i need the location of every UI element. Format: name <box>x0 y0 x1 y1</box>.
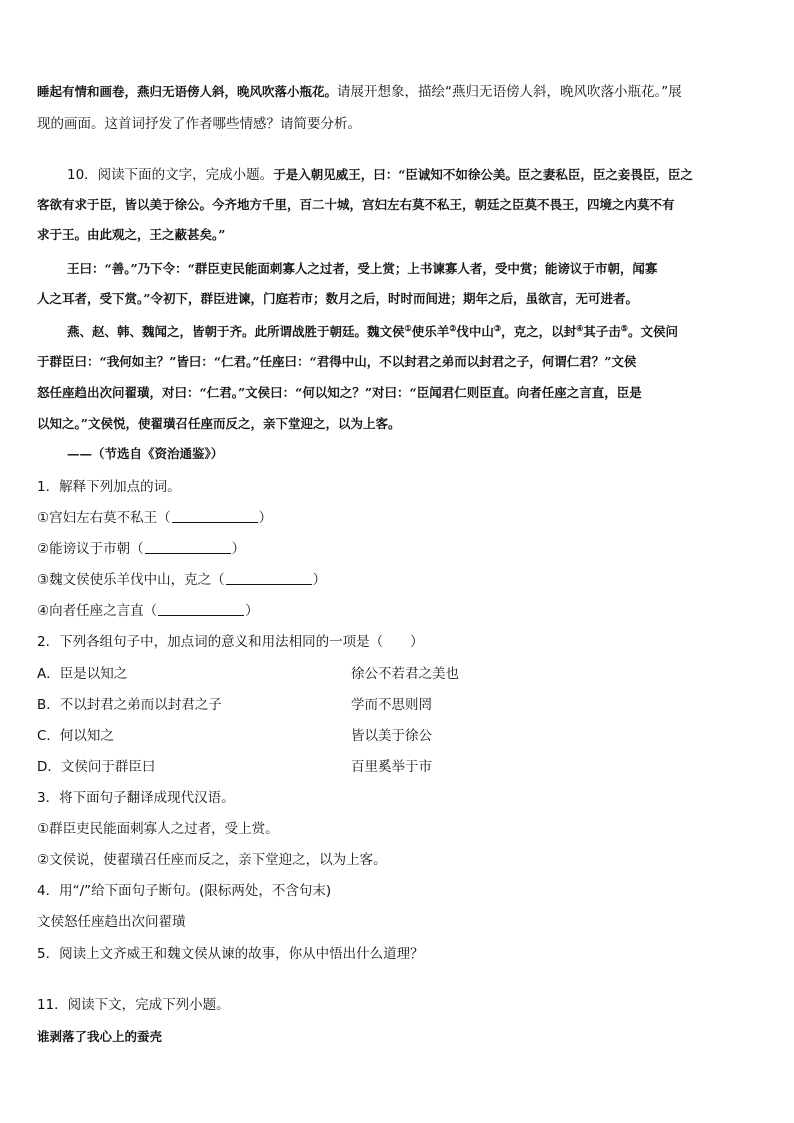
passage-source: ——（节选自《资治通鉴》） <box>67 446 224 461</box>
q2-option-b[interactable] <box>37 695 757 715</box>
q1-item-close: ） <box>312 572 327 588</box>
q1-item-4 <box>37 601 259 621</box>
q2-option-c[interactable] <box>37 726 757 746</box>
q11-passage-title: 谁剥落了我心上的蚕壳 <box>37 1029 163 1044</box>
passage-text: 。文侯问 <box>627 324 678 339</box>
q1-item-close: ） <box>258 510 273 526</box>
passage-text: ，克之，以封 <box>501 324 577 339</box>
option-left-text: B．不以封君之弟而以封君之子 <box>37 697 222 713</box>
intro-quote-bold: 睡起有情和画卷，燕归无语傍人斜，晚风吹落小瓶花。 <box>37 84 338 99</box>
footnote-marker: ③ <box>493 322 502 333</box>
q10-line-1 <box>67 165 693 185</box>
passage-p2-line-2: 人之耳者，受下赏。”令初下，群臣进谏，门庭若市；数月之后，时时而间进；期年之后，虽欲言，无可进者。 <box>37 291 638 306</box>
passage-p1-line-2: 客欲有求于臣，皆以美于徐公。今齐地方千里，百二十城，宫妇左右莫不私王，朝廷之臣莫不畏王，四境之内莫不有 <box>37 197 675 212</box>
question-1: 1．解释下列加点的词。 <box>37 479 181 495</box>
passage-text: 使乐羊 <box>411 324 450 339</box>
q4-sentence: 文侯怒任座趋出次问翟璜 <box>37 914 186 930</box>
passage-p3-line-3: 怒任座趋出次问翟璜，对曰：“仁君。”文侯曰：“何以知之？”对曰：“臣闻君仁则臣直。向者任座之言直，臣是 <box>37 385 642 400</box>
answer-blank[interactable] <box>158 603 244 616</box>
intro-prompt: 请展开想象，描绘“燕归无语傍人斜，晚风吹落小瓶花。”展 <box>337 84 682 100</box>
question-5: 5．阅读上文齐威王和魏文侯从谏的故事，你从中悟出什么道理？ <box>37 946 424 962</box>
passage-text: 伐中山 <box>456 324 494 339</box>
footnote-marker: ⑤ <box>620 322 628 333</box>
intro-line-1 <box>37 82 682 102</box>
q1-item-text: ④向者任座之言直（ <box>37 603 158 619</box>
q2-option-d[interactable] <box>37 757 757 777</box>
option-left-text: A．臣是以知之 <box>37 666 128 682</box>
q3-item-1: ①群臣吏民能面刺寡人之过者，受上赏。 <box>37 821 279 837</box>
q1-item-text: ②能谤议于市朝（ <box>37 541 144 557</box>
option-right-text: 皆以美于徐公 <box>351 728 432 744</box>
q10-header: 10．阅读下面的文字，完成小题。 <box>67 167 274 183</box>
passage-p1-line-1: 于是入朝见威王，曰：“臣诚知不如徐公美。臣之妻私臣，臣之妾畏臣，臣之 <box>273 167 693 182</box>
option-right-text: 徐公不若君之美也 <box>351 666 459 682</box>
q11-header: 11．阅读下文，完成下列小题。 <box>37 997 230 1013</box>
option-right-text: 学而不思则罔 <box>351 697 432 713</box>
question-2: 2．下列各组句子中，加点词的意义和用法相同的一项是（ ） <box>37 634 424 650</box>
passage-p2-line-1: 王曰：“善。”乃下令：“群臣吏民能面刺寡人之过者，受上赏；上书谏寡人者，受中赏；能谤议于市朝，闻寡 <box>67 261 658 276</box>
footnote-marker: ④ <box>576 322 584 333</box>
footnote-marker: ② <box>449 322 457 333</box>
q1-item-2 <box>37 539 245 559</box>
answer-blank[interactable] <box>145 541 231 554</box>
option-left-text: C．何以知之 <box>37 728 114 744</box>
question-4: 4．用“/”给下面句子断句。(限标两处，不含句末) <box>37 883 332 899</box>
question-3: 3．将下面句子翻译成现代汉语。 <box>37 790 235 806</box>
option-left-text: D．文侯问于群臣曰 <box>37 759 156 775</box>
passage-text: 其子击 <box>583 324 621 339</box>
q1-item-1 <box>37 508 272 528</box>
footnote-marker: ① <box>404 322 412 333</box>
q1-item-text: ①宫妇左右莫不私王（ <box>37 510 171 526</box>
option-right-text: 百里奚举于市 <box>351 759 432 775</box>
passage-p3-line-4: 以知之。”文侯悦，使翟璜召任座而反之，亲下堂迎之，以为上客。 <box>37 416 401 431</box>
q3-item-2: ②文侯说，使翟璜召任座而反之，亲下堂迎之，以为上客。 <box>37 852 387 868</box>
q1-item-3 <box>37 570 326 590</box>
q2-option-a[interactable] <box>37 664 757 684</box>
q1-item-close: ） <box>245 603 259 619</box>
q1-item-text: ③魏文侯使乐羊伐中山，克之（ <box>37 572 225 588</box>
answer-blank[interactable] <box>172 510 258 523</box>
intro-line-2: 现的画面。这首词抒发了作者哪些情感？请简要分析。 <box>37 116 361 132</box>
passage-text: 燕、赵、韩、魏闻之，皆朝于齐。此所谓战胜于朝廷。魏文侯 <box>67 324 405 339</box>
q1-item-close: ） <box>231 541 246 557</box>
answer-blank[interactable] <box>226 572 312 585</box>
passage-p3-line-2: 于群臣曰：“我何如主？”皆曰：“仁君。”任座曰：“君得中山，不以封君之弟而以封君之子，何谓仁君？”文侯 <box>37 354 637 369</box>
passage-p3-line-1 <box>67 322 678 342</box>
passage-p1-line-3: 求于王。由此观之，王之蔽甚矣。” <box>37 227 226 242</box>
